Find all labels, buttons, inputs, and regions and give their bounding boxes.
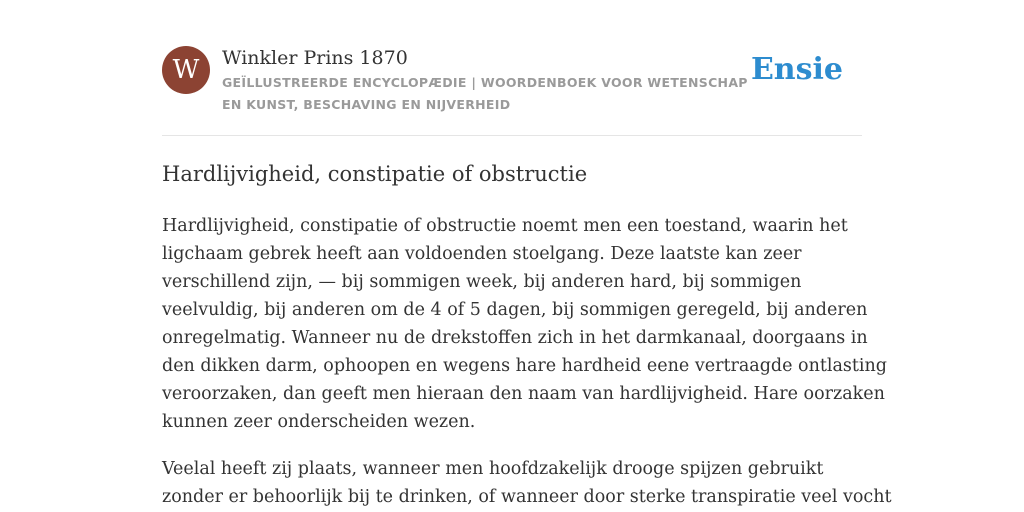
paragraph-line: zonder er behoorlijk bij te drinken, of wanneer door sterke transpiratie veel vocht bbox=[162, 487, 892, 507]
article-title: Hardlijvigheid, constipatie of obstructie bbox=[162, 162, 588, 186]
paragraph-line: veroorzaken, dan geeft men hieraan den naam van hardlijvigheid. Hare oorzaken bbox=[162, 384, 885, 404]
source-title[interactable]: Winkler Prins 1870 bbox=[222, 47, 408, 69]
article-paragraph-2 bbox=[162, 455, 892, 511]
paragraph-line: Hardlijvigheid, constipatie of obstructie noemt men een toestand, waarin het bbox=[162, 216, 848, 236]
ensie-logo-link[interactable]: Ensie bbox=[750, 52, 843, 87]
article-paragraph-1 bbox=[162, 212, 887, 436]
paragraph-line: den dikken darm, ophoopen en wegens hare hardheid eene vertraagde ontlasting bbox=[162, 356, 887, 376]
article-body bbox=[162, 212, 892, 512]
source-avatar[interactable]: W bbox=[162, 46, 210, 94]
header-divider bbox=[162, 135, 862, 136]
paragraph-line: verschillend zijn, — bij sommigen week, bij anderen hard, bij sommigen bbox=[162, 272, 802, 292]
paragraph-line: Veelal heeft zij plaats, wanneer men hoofdzakelijk drooge spijzen gebruikt bbox=[162, 459, 824, 479]
paragraph-line: onregelmatig. Wanneer nu de drekstoffen zich in het darmkanaal, doorgaans in bbox=[162, 328, 868, 348]
source-header bbox=[162, 46, 862, 116]
source-subtitle: GEÏLLUSTREERDE ENCYCLOPÆDIE | WOORDENBOEK VOOR WETENSCHAP EN KUNST, BESCHAVING EN NIJVERHEID bbox=[222, 75, 748, 112]
paragraph-line: kunnen zeer onderscheiden wezen. bbox=[162, 412, 476, 432]
paragraph-line: veelvuldig, bij anderen om de 4 of 5 dagen, bij sommigen geregeld, bij anderen bbox=[162, 300, 868, 320]
paragraph-line: ligchaam gebrek heeft aan voldoenden stoelgang. Deze laatste kan zeer bbox=[162, 244, 802, 264]
